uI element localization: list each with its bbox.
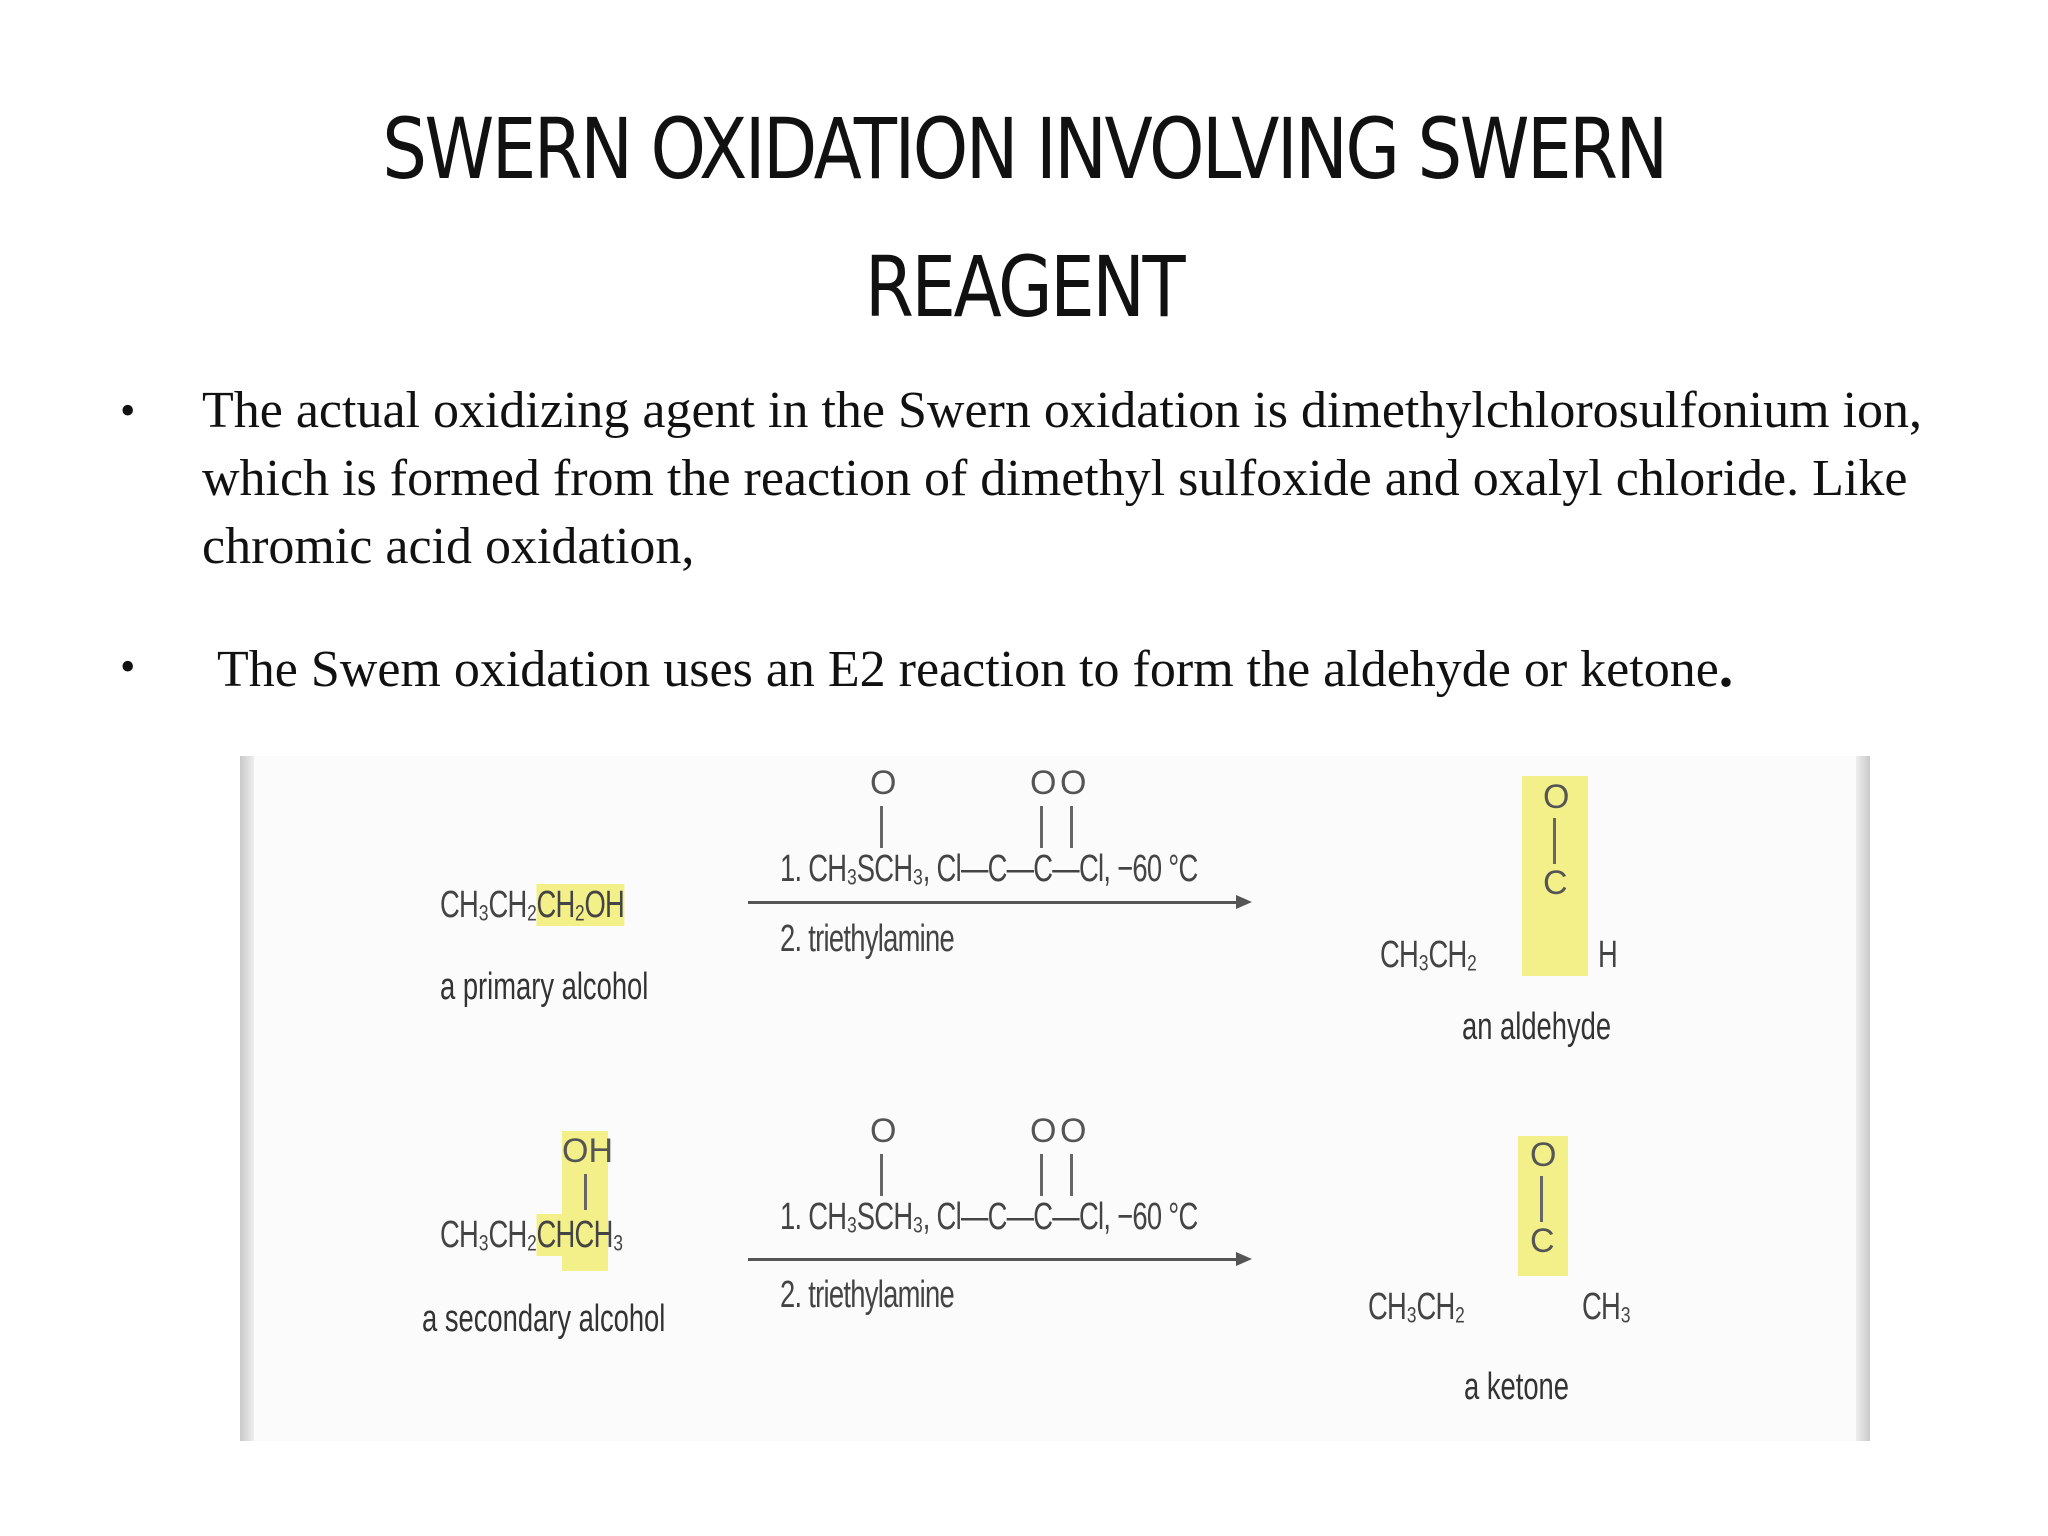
highlighted-group: CH (536, 1214, 575, 1256)
secondary-alcohol-caption: a secondary alcohol (422, 1298, 666, 1340)
reaction-scheme-image (240, 756, 1870, 1441)
double-bond (1040, 806, 1043, 848)
oxygen-label: O (1060, 764, 1087, 802)
reaction-arrow-line (748, 901, 1238, 904)
secondary-alcohol-formula: CH₃CH₂CHCH₃ (440, 1214, 624, 1256)
scheme-right-border (1856, 756, 1870, 1441)
hydroxyl-label: OH (562, 1132, 613, 1170)
primary-alcohol-caption: a primary alcohol (440, 966, 649, 1008)
double-bond (880, 1154, 883, 1196)
slide-title (164, 80, 1884, 356)
carbonyl-oxygen: O (1530, 1136, 1557, 1174)
bullet-marker: • (120, 642, 136, 691)
oxygen-label: O (870, 1112, 897, 1150)
carbonyl-carbon: C (1543, 864, 1568, 902)
oxygen-label: O (1030, 1112, 1057, 1150)
ketone-right-group: CH₃ (1582, 1286, 1631, 1328)
hydroxyl-bond (584, 1174, 587, 1210)
carbonyl-double-bond (1553, 818, 1556, 864)
double-bond (1040, 1154, 1043, 1196)
carbonyl-carbon: C (1530, 1222, 1555, 1260)
oxygen-label: O (1060, 1112, 1087, 1150)
highlighted-group: CH₂OH (536, 884, 625, 926)
bullet-marker: • (120, 386, 136, 435)
primary-alcohol-formula: CH₃CH₂CH₂OH (440, 884, 625, 926)
reagent-step-2: 2. triethylamine (780, 918, 955, 960)
scheme-left-border (240, 756, 254, 1441)
oxygen-label: O (1030, 764, 1057, 802)
reaction-arrow-line (748, 1258, 1238, 1261)
reaction-arrow-head (1236, 1252, 1252, 1266)
reagent-step-1: 1. CH₃SCH₃, Cl—C—C—Cl, −60 °C (780, 848, 1198, 890)
title-line-2: REAGENT (864, 238, 1184, 336)
aldehyde-hydrogen: H (1598, 934, 1618, 976)
reagent-step-1: 1. CH₃SCH₃, Cl—C—C—Cl, −60 °C (780, 1196, 1198, 1238)
aldehyde-left-group: CH₃CH₂ (1380, 934, 1477, 976)
bullet-text (217, 633, 1957, 704)
oxygen-label: O (870, 764, 897, 802)
double-bond (1070, 1154, 1073, 1196)
reagent-step-2: 2. triethylamine (780, 1274, 955, 1316)
ketone-left-group: CH₃CH₂ (1368, 1286, 1465, 1328)
reaction-arrow-head (1236, 895, 1252, 909)
ketone-caption: a ketone (1464, 1366, 1569, 1408)
carbonyl-oxygen: O (1543, 778, 1570, 816)
title-line-1: SWERN OXIDATION INVOLVING SWERN (382, 100, 1666, 198)
carbonyl-double-bond (1540, 1176, 1543, 1222)
double-bond (880, 806, 883, 848)
bullet-text: The actual oxidizing agent in the Swern oxidation is dimethylchlorosulfonium ion, which is formed from the reaction of dimethyl sulfoxide and oxalyl chloride. Like chromic acid oxidation, (202, 382, 1923, 575)
bullet-text-body: The Swem oxidation uses an E2 reaction to form the aldehyde or ketone (217, 641, 1719, 698)
bullet-end-period: . (1718, 634, 1734, 699)
double-bond (1070, 806, 1073, 848)
aldehyde-caption: an aldehyde (1462, 1006, 1612, 1048)
